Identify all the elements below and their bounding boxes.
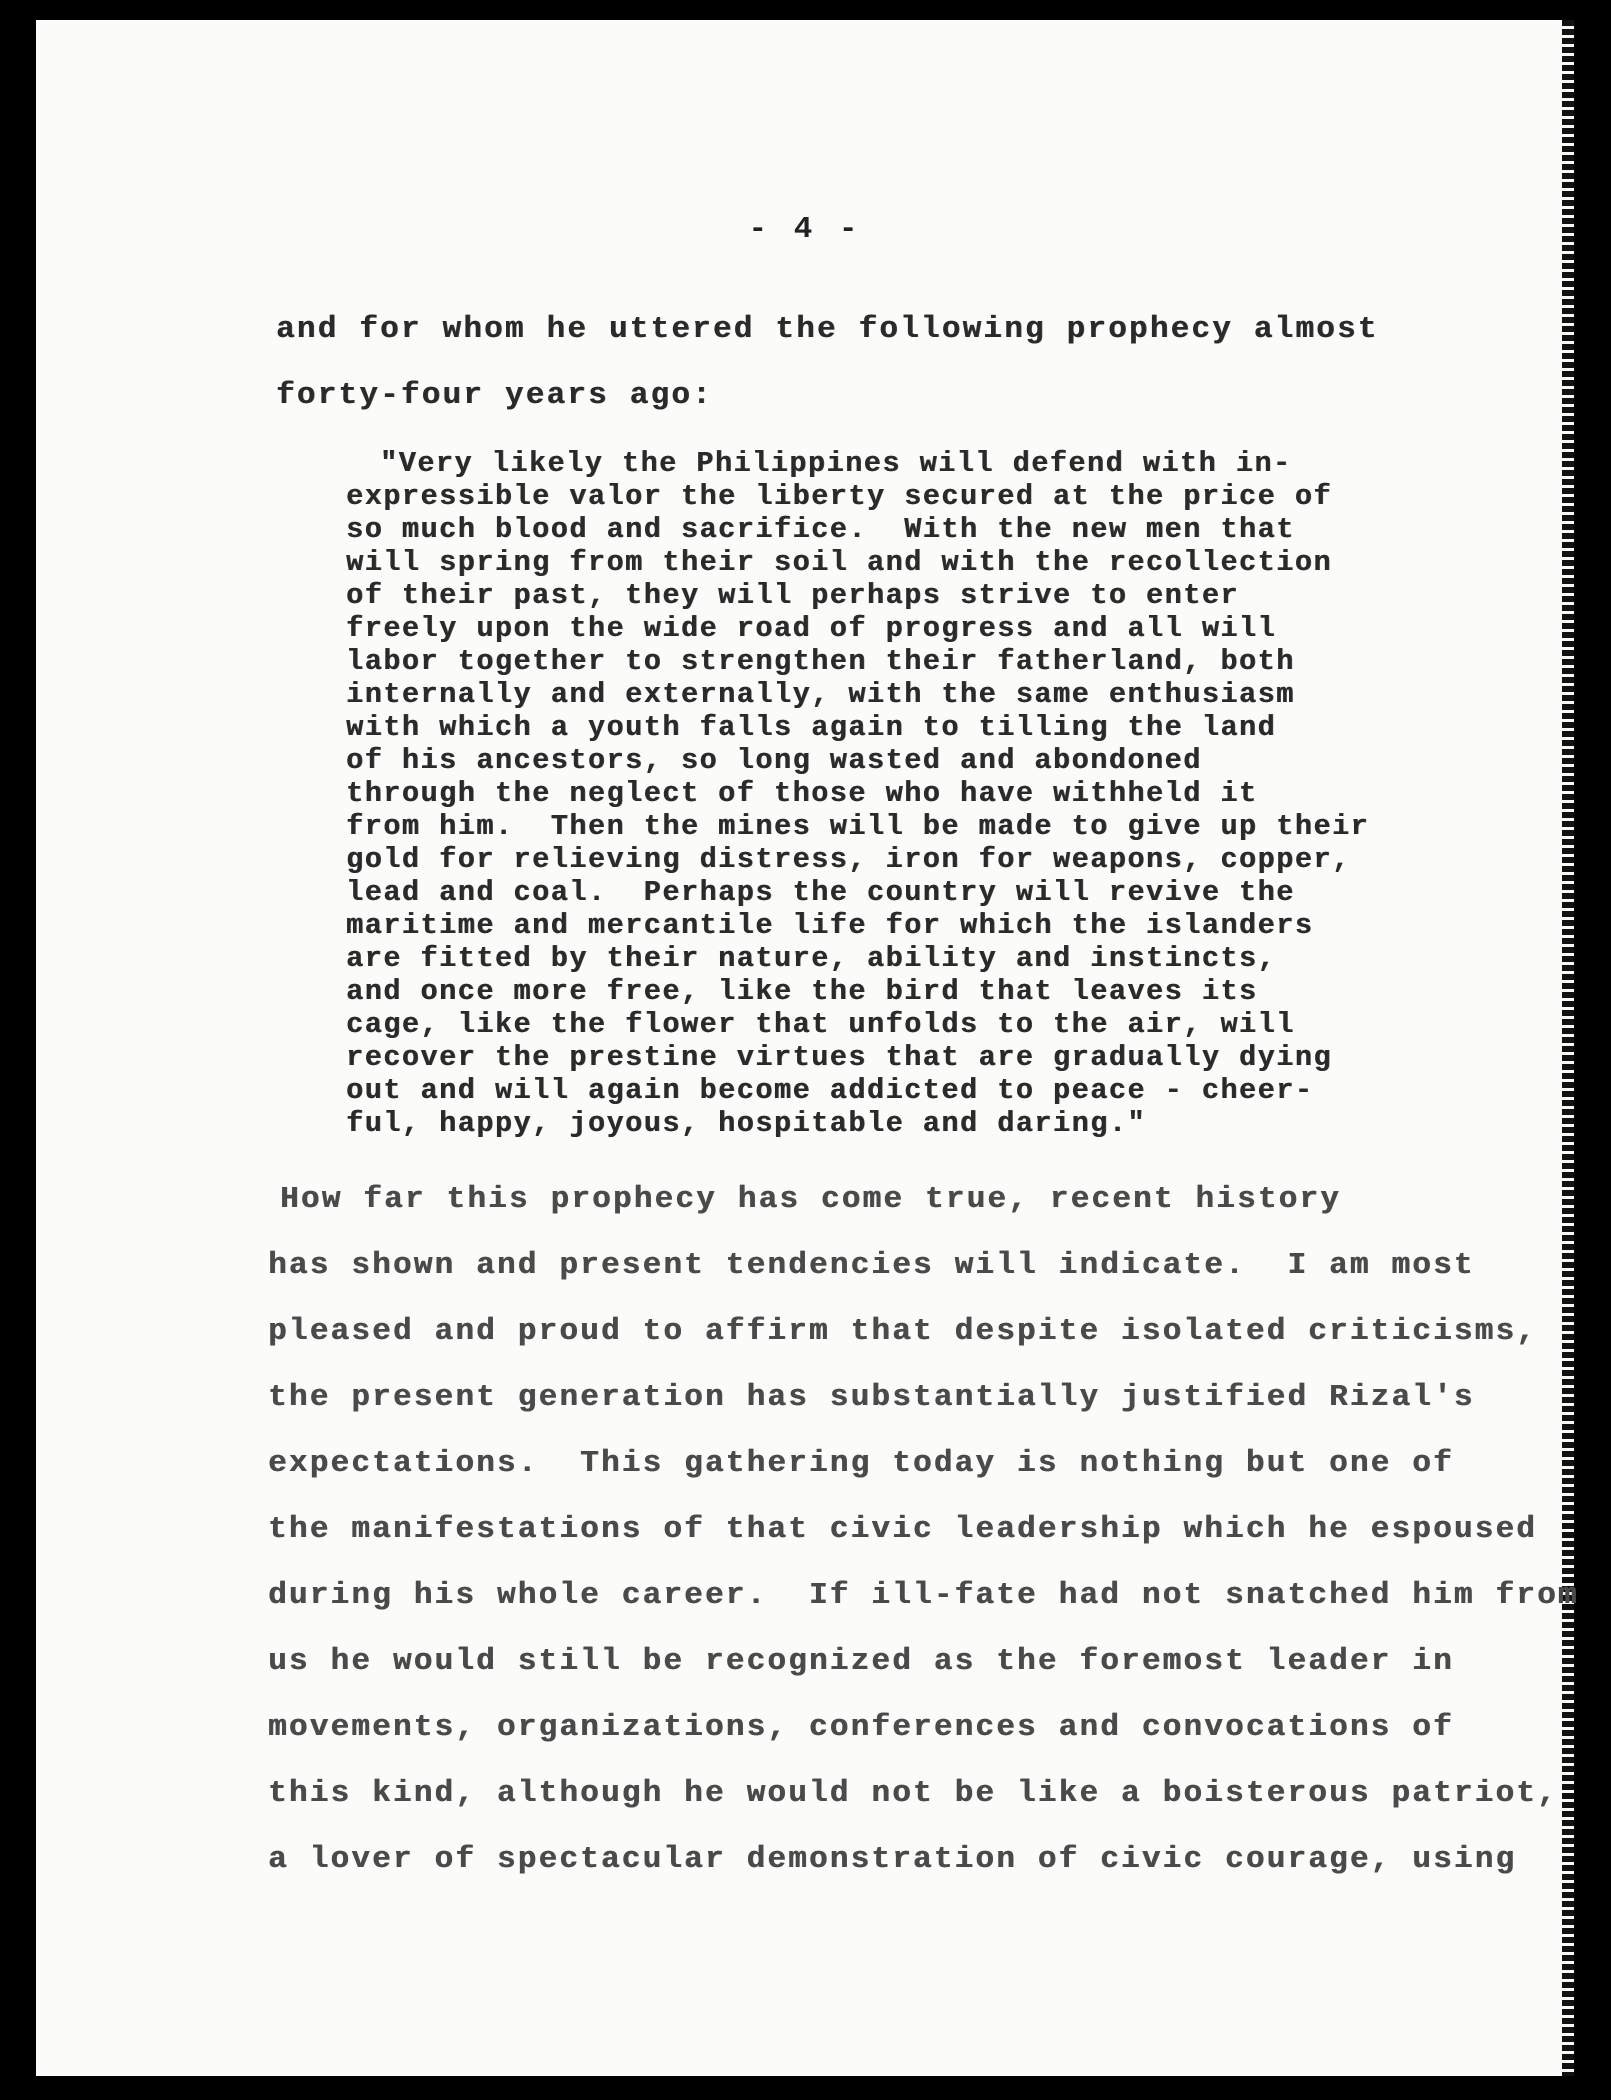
body-line: How far this prophecy has come true, recent history	[280, 1182, 1341, 1217]
quote-line: so much blood and sacrifice. With the new men that	[346, 513, 1295, 546]
film-edge	[1562, 20, 1574, 2076]
quote-line: expressible valor the liberty secured at the price of	[346, 480, 1332, 513]
quote-line: recover the prestine virtues that are gradually dying	[346, 1041, 1332, 1074]
quote-line: of their past, they will perhaps strive to enter	[346, 579, 1239, 612]
body-line: the present generation has substantially justified Rizal's	[268, 1380, 1475, 1415]
quote-line: are fitted by their nature, ability and instincts,	[346, 942, 1277, 975]
quote-line: ful, happy, joyous, hospitable and daring."	[346, 1107, 1146, 1140]
quote-line: freely upon the wide road of progress and all will	[346, 612, 1277, 645]
quote-line: of his ancestors, so long wasted and abondoned	[346, 744, 1202, 777]
page-number: - 4 -	[748, 212, 862, 247]
quote-line: internally and externally, with the same enthusiasm	[346, 678, 1295, 711]
body-line: expectations. This gathering today is nothing but one of	[268, 1446, 1454, 1481]
quote-line: and once more free, like the bird that leaves its	[346, 975, 1258, 1008]
quote-line: labor together to strengthen their fatherland, both	[346, 645, 1295, 678]
document-page	[36, 20, 1579, 2076]
document-frame	[28, 14, 1582, 2086]
quote-line: cage, like the flower that unfolds to the air, will	[346, 1008, 1295, 1041]
intro-line: forty-four years ago:	[276, 378, 713, 413]
quote-line: gold for relieving distress, iron for weapons, copper,	[346, 843, 1351, 876]
quote-line: will spring from their soil and with the recollection	[346, 546, 1332, 579]
quote-line: with which a youth falls again to tilling the land	[346, 711, 1277, 744]
body-line: has shown and present tendencies will indicate. I am most	[268, 1248, 1475, 1283]
body-line: a lover of spectacular demonstration of civic courage, using	[268, 1842, 1517, 1877]
body-line: pleased and proud to affirm that despite isolated criticisms,	[268, 1314, 1537, 1349]
intro-line: and for whom he uttered the following prophecy almost	[276, 312, 1379, 347]
quote-line: "Very likely the Philippines will defend with in-	[380, 447, 1292, 480]
body-line: us he would still be recognized as the foremost leader in	[268, 1644, 1454, 1679]
quote-line: out and will again become addicted to peace - cheer-	[346, 1074, 1314, 1107]
quote-line: from him. Then the mines will be made to give up their	[346, 810, 1370, 843]
body-line: movements, organizations, conferences and convocations of	[268, 1710, 1454, 1745]
body-line: this kind, although he would not be like a boisterous patriot,	[268, 1776, 1558, 1811]
body-line: during his whole career. If ill-fate had not snatched him from	[268, 1578, 1579, 1613]
quote-line: through the neglect of those who have withheld it	[346, 777, 1258, 810]
quote-line: maritime and mercantile life for which the islanders	[346, 909, 1314, 942]
quote-line: lead and coal. Perhaps the country will revive the	[346, 876, 1295, 909]
body-line: the manifestations of that civic leadership which he espoused	[268, 1512, 1537, 1547]
